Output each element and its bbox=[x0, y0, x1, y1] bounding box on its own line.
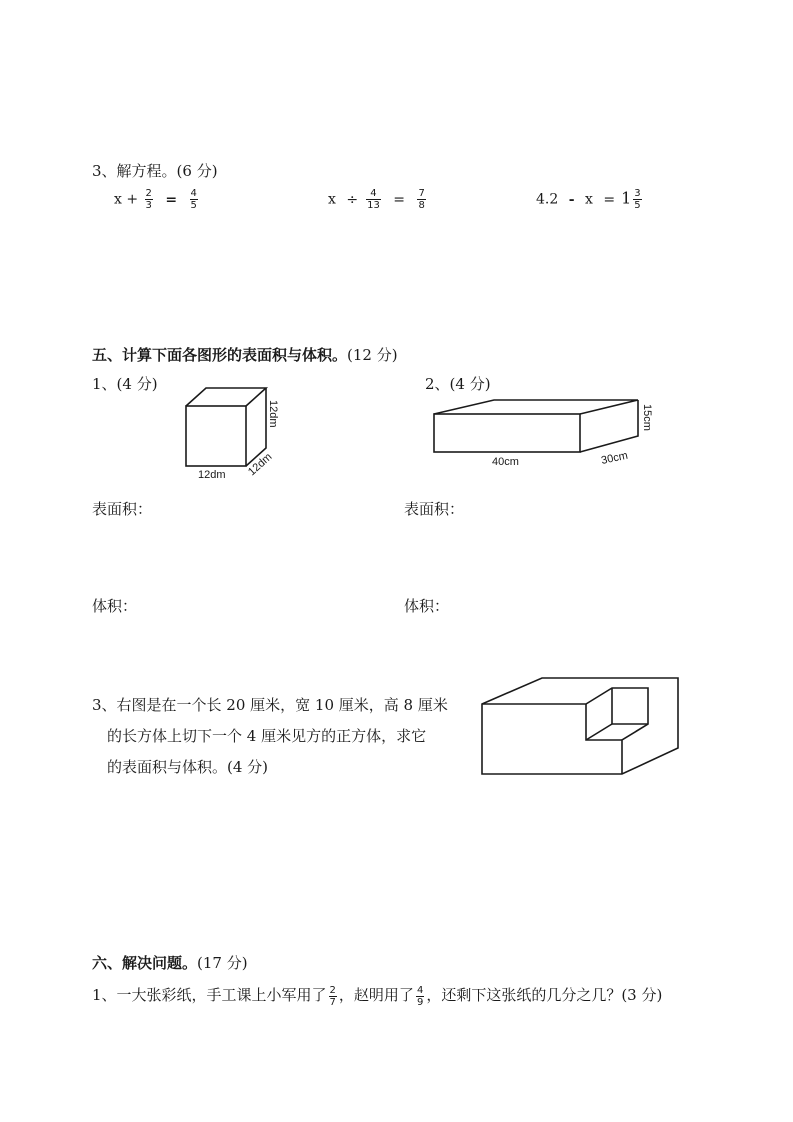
cut-notch-back bbox=[612, 688, 648, 724]
question-3-line-3: 的表面积与体积。(4 分) bbox=[107, 758, 269, 776]
equation-1-lhs: x + bbox=[114, 191, 139, 208]
volume-label-1: 体积： bbox=[92, 597, 138, 615]
equation-2-fraction-1: $\frac{4}{13}$ bbox=[367, 188, 380, 211]
section-5-heading bbox=[92, 344, 398, 365]
equation-2-divide: ÷ bbox=[346, 191, 359, 208]
section-6-heading bbox=[92, 952, 248, 973]
equation-3 bbox=[536, 188, 644, 211]
section-5-title: 五、计算下面各图形的表面积与体积。 bbox=[92, 346, 348, 364]
cube-top-face bbox=[186, 388, 266, 406]
cuboid-width-label: 30cm bbox=[600, 449, 629, 467]
surface-area-label-2: 表面积： bbox=[404, 500, 465, 518]
cut-cuboid-figure bbox=[474, 672, 686, 780]
problem-1-fraction-2: $\frac{4}{9}$ bbox=[416, 984, 424, 1008]
question-2-label: 2、(4 分) bbox=[425, 375, 491, 393]
question-3-line-2: 的长方体上切下一个 4 厘米见方的正方体，求它 bbox=[107, 727, 427, 745]
volume-label-2: 体积： bbox=[404, 597, 450, 615]
equation-1-fraction-2: $\frac{4}{5}$ bbox=[190, 188, 197, 211]
equation-1-fraction-1: $\frac{2}{3}$ bbox=[145, 188, 152, 211]
cut-notch-front bbox=[586, 704, 622, 740]
problem-1 bbox=[92, 984, 662, 1008]
equation-3-lhs: 4.2 bbox=[536, 191, 559, 208]
cube-height-label: 12dm bbox=[267, 400, 279, 428]
equation-1-equals: = bbox=[165, 191, 178, 208]
equation-3-var: x bbox=[584, 191, 593, 208]
problem-1-part-3: ，还剩下这张纸的几分之几？(3 分) bbox=[426, 986, 663, 1004]
problem-1-fraction-1: $\frac{2}{7}$ bbox=[329, 984, 336, 1008]
equation-3-whole: 1 bbox=[621, 188, 632, 208]
section-6-points: (17 分) bbox=[197, 954, 248, 972]
equation-1 bbox=[114, 188, 200, 211]
question-1-label: 1、(4 分) bbox=[92, 375, 158, 393]
cut-cuboid-top-edges bbox=[482, 688, 648, 774]
section-5-points: (12 分) bbox=[347, 346, 398, 364]
cuboid-figure bbox=[428, 394, 664, 474]
problem-1-part-1: 1、一大张彩纸，手工课上小军用了 bbox=[92, 986, 327, 1004]
cut-notch-floor-edge bbox=[586, 724, 612, 740]
question-3-line-1: 3、右图是在一个长 20 厘米，宽 10 厘米，高 8 厘米 bbox=[92, 696, 448, 714]
equation-2-equals: = bbox=[393, 191, 406, 208]
cube-depth-label: 12dm bbox=[245, 450, 275, 479]
equation-question-title: 3、解方程。(6 分) bbox=[92, 162, 218, 180]
equation-3-equals: = bbox=[603, 191, 616, 208]
surface-area-label-1: 表面积： bbox=[92, 500, 153, 518]
cube-width-label: 12dm bbox=[198, 469, 226, 481]
equation-2-lhs: x bbox=[328, 191, 336, 208]
cuboid-top-face bbox=[434, 400, 638, 414]
section-6-title: 六、解决问题。 bbox=[92, 954, 198, 972]
cube-figure bbox=[178, 384, 288, 484]
problem-1-part-2: ，赵明用了 bbox=[338, 986, 414, 1004]
cuboid-length-label: 40cm bbox=[492, 456, 519, 468]
cube-front-face bbox=[186, 406, 246, 466]
cuboid-front-face bbox=[434, 414, 580, 452]
equation-2 bbox=[328, 188, 428, 211]
cuboid-height-label: 15cm bbox=[641, 404, 653, 431]
equation-2-fraction-2: $\frac{7}{8}$ bbox=[418, 188, 425, 211]
equation-3-minus: - bbox=[568, 191, 575, 208]
equation-3-fraction: $\frac{3}{5}$ bbox=[634, 188, 641, 211]
